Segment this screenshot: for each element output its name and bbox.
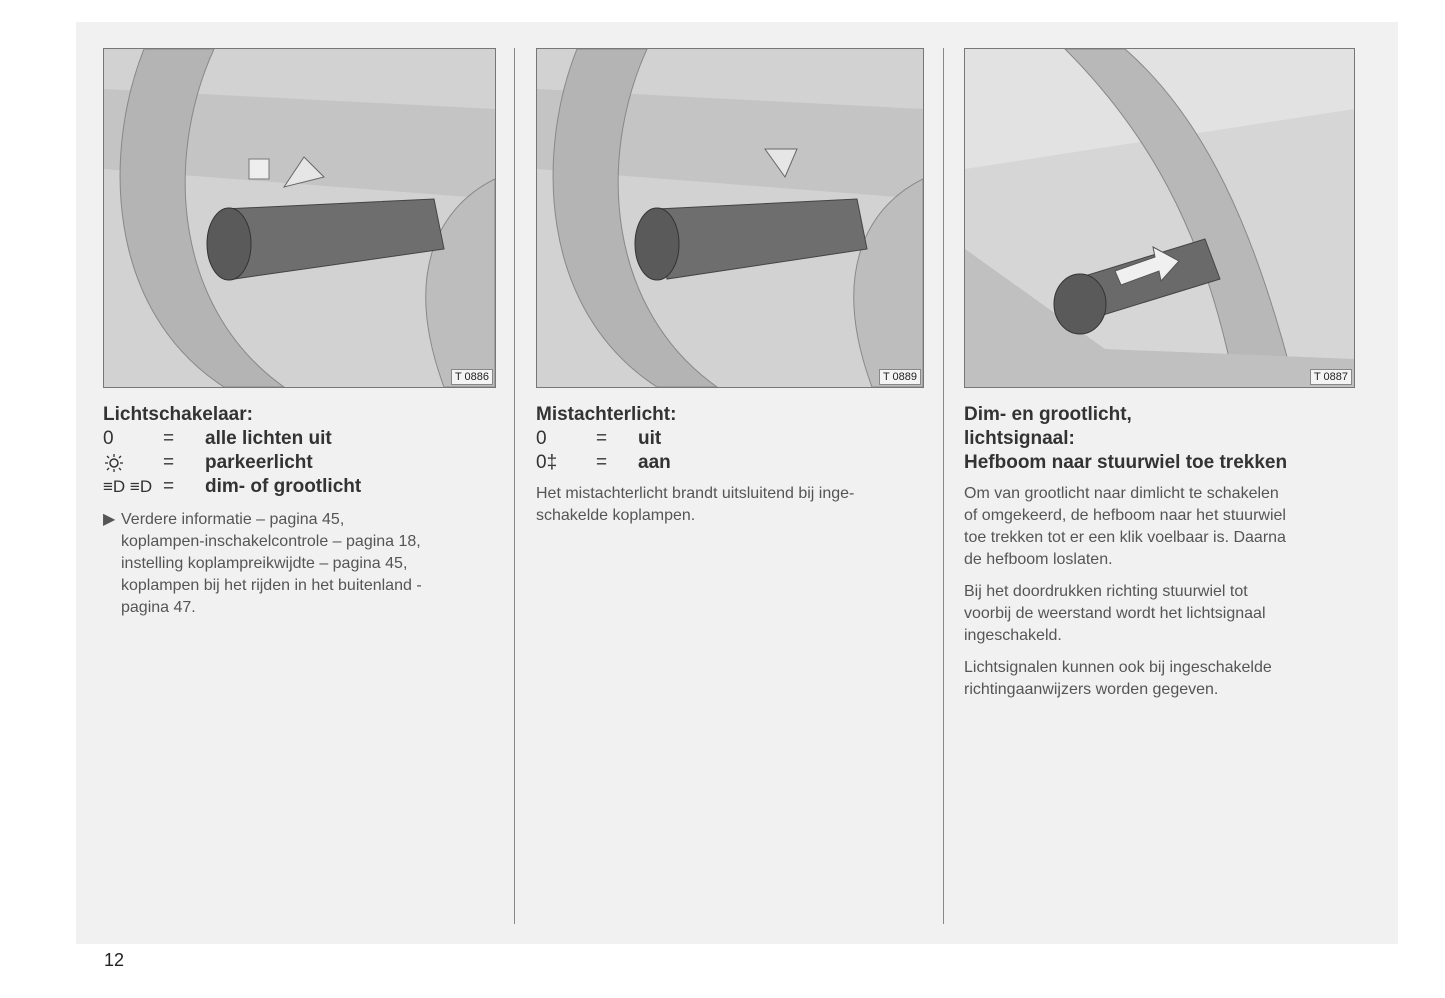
figure-rear-fog-light bbox=[536, 48, 924, 388]
info-line: pagina 47. bbox=[121, 599, 196, 616]
para-line: Bij het doordrukken richting stuurwiel tot bbox=[964, 583, 1248, 600]
info-line: koplampen-inschakelcontrole – pagina 18, bbox=[121, 533, 421, 550]
para-line: of omgekeerd, de hefboom naar het stuurwiel bbox=[964, 507, 1286, 524]
heading-line: Dim- en grootlicht, bbox=[964, 404, 1132, 425]
figure-tag: T 0887 bbox=[1310, 369, 1352, 385]
figure-rear-fog-light-illustration bbox=[537, 49, 923, 387]
column-dipped-main-beam bbox=[964, 403, 1356, 711]
fog-light-note bbox=[536, 483, 926, 527]
heading-line: Hefboom naar stuurwiel toe trekken bbox=[964, 452, 1288, 473]
figure-headlight-flasher bbox=[964, 48, 1355, 388]
legend-desc: parkeerlicht bbox=[205, 452, 313, 473]
para-line: ingeschakeld. bbox=[964, 627, 1062, 644]
para-line: voorbij de weerstand wordt het lichtsignaal bbox=[964, 605, 1266, 622]
heading-light-switch: Lichtschakelaar: bbox=[103, 404, 253, 425]
symbol-off: 0 bbox=[103, 428, 114, 449]
info-line: koplampen bij het rijden in het buitenland - bbox=[121, 577, 422, 594]
figure-light-switch-illustration bbox=[104, 49, 495, 387]
figure-tag: T 0889 bbox=[879, 369, 921, 385]
info-line: instelling koplampreikwijdte – pagina 45, bbox=[121, 555, 408, 572]
legend-row bbox=[536, 451, 926, 475]
more-info bbox=[103, 509, 498, 619]
para-line: Lichtsignalen kunnen ook bij ingeschakelde bbox=[964, 659, 1272, 676]
page-number: 12 bbox=[104, 950, 125, 970]
headlight-icons: ≡D ≡D bbox=[103, 477, 153, 496]
legend-row bbox=[536, 427, 926, 451]
heading-rear-fog-light: Mistachterlicht: bbox=[536, 404, 677, 425]
legend-row bbox=[103, 451, 498, 475]
legend-desc: alle lichten uit bbox=[205, 428, 332, 449]
column-light-switch bbox=[103, 403, 498, 619]
para-line: de hefboom loslaten. bbox=[964, 551, 1113, 568]
bullet-arrow-icon: ▶ bbox=[103, 511, 116, 528]
legend-desc: dim- of grootlicht bbox=[205, 476, 362, 497]
paragraph-flash bbox=[964, 581, 1356, 647]
equals-sign: = bbox=[163, 452, 175, 473]
note-line: schakelde koplampen. bbox=[536, 507, 696, 524]
rear-fog-light-icon: 0‡ bbox=[536, 452, 558, 473]
equals-sign: = bbox=[596, 452, 608, 473]
equals-sign: = bbox=[163, 476, 175, 497]
legend-row bbox=[103, 427, 498, 451]
figure-tag: T 0886 bbox=[451, 369, 493, 385]
note-line: Het mistachterlicht brandt uitsluitend bij inge- bbox=[536, 485, 855, 502]
paragraph-switch-beam bbox=[964, 483, 1356, 571]
symbol-off: 0 bbox=[536, 428, 547, 449]
figure-light-switch bbox=[103, 48, 496, 388]
parking-light-icon bbox=[103, 453, 163, 473]
column-divider-2 bbox=[943, 48, 944, 924]
legend-desc: aan bbox=[638, 452, 671, 473]
column-divider-1 bbox=[514, 48, 515, 924]
legend-row bbox=[103, 475, 498, 499]
para-line: toe trekken tot er een klik voelbaar is. Daarna bbox=[964, 529, 1286, 546]
para-line: Om van grootlicht naar dimlicht te schakelen bbox=[964, 485, 1279, 502]
figure-headlight-flasher-illustration bbox=[965, 49, 1354, 387]
info-line: Verdere informatie – pagina 45, bbox=[121, 511, 345, 528]
column-rear-fog-light bbox=[536, 403, 926, 527]
legend-desc: uit bbox=[638, 428, 662, 449]
equals-sign: = bbox=[163, 428, 175, 449]
paragraph-indicators bbox=[964, 657, 1356, 701]
equals-sign: = bbox=[596, 428, 608, 449]
heading-line: lichtsignaal: bbox=[964, 428, 1075, 449]
parking-light-icon-svg bbox=[103, 453, 125, 473]
para-line: richtingaanwijzers worden gegeven. bbox=[964, 681, 1219, 698]
